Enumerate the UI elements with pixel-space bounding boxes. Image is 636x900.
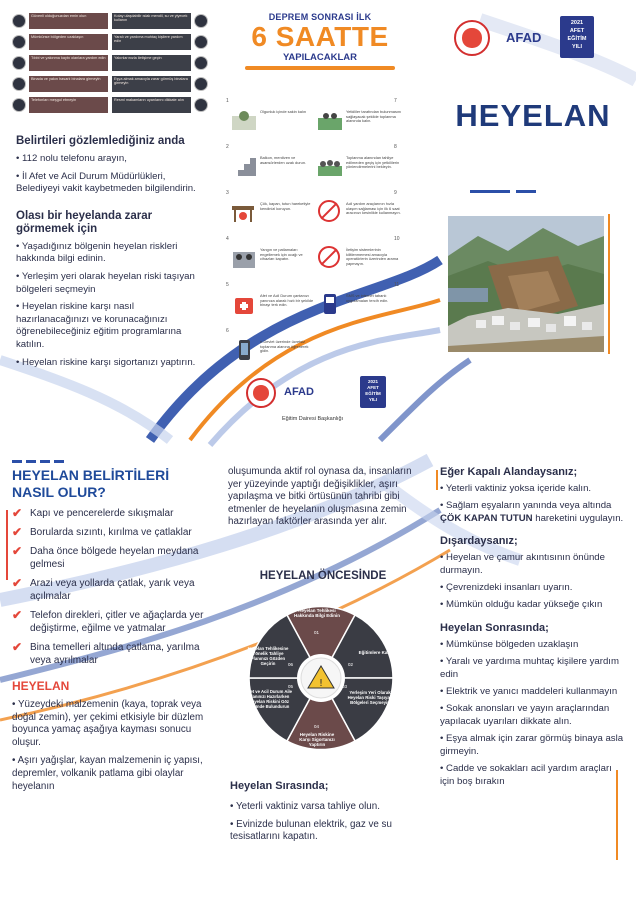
edu-line: YILI <box>368 397 378 402</box>
step-item <box>312 238 402 278</box>
step-text: SMS ve internet tabanlı uygulamaları tercih edin. <box>346 293 389 303</box>
bullet-text: hareketini uygulayın. <box>532 512 624 524</box>
grid-item: Tıbbi ve yakınma kaybı olanlara yardım edin <box>29 55 108 71</box>
bullet: • Çevrenizdeki insanları uyarın. <box>440 582 624 594</box>
bullet: • Heyelan ve çamur akıntısının önünde durmayın. <box>440 552 624 577</box>
checkmark-icon: ✔ <box>12 525 23 539</box>
bullet: • Elektrik ve yanıcı maddeleri kullanmayın <box>440 686 624 698</box>
bullet-text: Sağlam eşyaların yanında veya altında <box>446 500 612 512</box>
bullet: • Yaralı ve yardıma muhtaç kişilere yardım edin <box>440 656 624 681</box>
crowd-icon <box>316 154 344 178</box>
bullet: • Mümkünse bölgeden uzaklaşın <box>440 639 624 651</box>
edu-line: EĞİTİM <box>567 36 587 42</box>
step-item <box>226 146 316 186</box>
bullet: • Aşırı yağışlar, kayan malzemenin iç yapısı, depremler, volkanik patlama gibi olaylar heyelanın <box>12 755 212 793</box>
six-hours-header <box>222 12 418 70</box>
bullet: • Sokak anonsları ve yayın araçlarından yapılacak uyarıları dikkate alın. <box>440 703 624 728</box>
section-heading: Dışardaysanız; <box>440 535 518 548</box>
walk-away-icon <box>12 35 26 49</box>
decorative-line <box>436 470 438 490</box>
bullet: • 112 nolu telefonu arayın, <box>16 153 206 166</box>
brochure-title: HEYELAN <box>455 98 611 133</box>
education-year-logo <box>360 376 386 408</box>
grid-item: Telefonları meşgul etmeyin <box>29 97 108 113</box>
education-year-logo <box>560 16 594 58</box>
grid-item: Kolay ulaşılabilir ıslak mendil, su ve yiyecek kullanın <box>112 13 191 29</box>
no-car-icon <box>318 200 340 222</box>
bullet-emphasis: ÇÖK KAPAN TUTUN <box>440 512 533 524</box>
step-item <box>312 146 402 186</box>
wheel-number: 04 <box>314 724 320 729</box>
step-number: 9 <box>394 190 397 196</box>
step-number: 10 <box>394 236 400 242</box>
section-heading: Belirtileri gözlemlediğiniz anda <box>16 135 185 147</box>
step-number: 5 <box>226 282 229 288</box>
checkmark-icon: ✔ <box>12 640 23 654</box>
decorative-dash <box>470 190 510 193</box>
check-text: Arazi veya yollarda çatlak, yarık veya açılmalar <box>30 578 195 602</box>
check-item <box>12 641 212 667</box>
continuation-paragraph: oluşumunda aktif rol oynasa da, insanların yer yüzeyinde yaptığı değişiklikler, aşırı yapılaşma ve bitki örtüsünün tahribi gibi etmenler de heyelanın oluşmasına zemin hazırlayan faktörler arasında yer alır. <box>228 466 412 528</box>
step-text: İletişim sistemlerinin kilitlenmemesi amacıyla operatörlerin üzerinden arama yapmayın. <box>346 247 399 266</box>
mobile-phone-icon <box>230 338 258 362</box>
edu-line: EĞİTİM <box>365 391 381 396</box>
step-item <box>312 192 402 232</box>
step-text: e-Devlet üzerinde ücretsiz toplanma alanına öğrenerek gidin. <box>260 339 309 354</box>
phone-off-icon <box>12 98 26 112</box>
bullet: • Yeterli vaktiniz varsa tahliye olun. <box>230 801 416 814</box>
edu-line: YILI <box>571 44 583 50</box>
step-number: 1 <box>226 98 229 104</box>
decorative-dashes <box>12 460 212 463</box>
step-text: Balkon, merdiven ve asansörlerden uzak durun. <box>260 155 307 165</box>
landslide-signs-section <box>12 460 212 793</box>
header-underline <box>245 66 395 70</box>
grid-item: Yaralı ve yardıma muhtaç kişilere yardım edin <box>112 34 191 50</box>
check-item <box>12 526 212 539</box>
department-footer: Eğitim Dairesi Başkanlığı <box>282 416 344 422</box>
header-pre: DEPREM SONRASI İLK <box>268 12 372 22</box>
checkmark-icon: ✔ <box>12 608 23 622</box>
stairs-icon <box>230 154 258 178</box>
checkmark-icon: ✔ <box>12 576 23 590</box>
checkmark-icon: ✔ <box>12 544 23 558</box>
wheel-number: 05 <box>288 684 294 689</box>
check-item <box>12 507 212 520</box>
step-number: 7 <box>394 98 397 104</box>
section-heading: Heyelan Sonrasında; <box>440 621 549 634</box>
sms-icon <box>316 292 344 316</box>
observation-section <box>16 135 206 369</box>
edu-line: 2021 <box>570 20 584 26</box>
wheel-label: Heyelan Tehlikesi Hakkında Bilgi Edinin <box>294 608 341 619</box>
food-icon <box>194 14 208 28</box>
section-heading: HEYELAN <box>12 679 70 693</box>
step-item <box>226 330 316 370</box>
step-number: 6 <box>226 328 229 334</box>
wheel-label: Heyelan Riskine Karşı Sigortanızı Yaptırın <box>299 732 335 748</box>
bullet: • Evinizde bulunan elektrik, gaz ve su tesisatlarını kapatın. <box>230 819 416 844</box>
step-item <box>226 238 316 278</box>
help-icon <box>194 35 208 49</box>
check-text: Telefon direkleri, çitler ve ağaçlarda yer değiştirme, eğilme ve yatmalar <box>30 610 204 634</box>
step-item <box>226 100 316 140</box>
grid-item: Mümkünse bölgeden uzaklaşın <box>29 34 108 50</box>
decorative-line <box>616 770 618 860</box>
step-number: 11 <box>394 282 400 288</box>
grid-item: Eşya almak amacıyla zarar görmüş binalara girmeyin <box>112 76 191 92</box>
section-title: HEYELAN BELİRTİLERİ NASIL OLUR? <box>12 467 170 500</box>
step-text: Acil yardım araçlarının hızla ulaşım sağlaması için ilk 6 saat aracınızı kesinlikle kullanmayın. <box>346 201 401 216</box>
no-call-icon <box>318 246 340 268</box>
calm-icon <box>230 108 258 132</box>
edu-line: 2021 <box>367 379 378 384</box>
bullet: • Heyelan riskine karşı sigortanızı yaptırın. <box>16 357 206 370</box>
wheel-label: Eğitimlere Katılın <box>358 650 396 655</box>
safety-icon <box>12 14 26 28</box>
during-landslide-list <box>230 796 416 844</box>
grid-item: Binada ve yakın hasarlı binalara girmeyin <box>29 76 108 92</box>
wheel-label: Yerleşim Yeri Olarak Heyelan Riski Taşıyan Bölgeleri Seçmeyin <box>347 690 393 705</box>
megaphone-icon <box>194 98 208 112</box>
decorative-line <box>6 510 8 580</box>
check-text: Kapı ve pencerelerde sıkışmalar <box>30 508 174 519</box>
bullet: • Yerleşim yeri olarak heyelan riski taşıyan bölgeleri seçmeyin <box>16 271 206 296</box>
wheel-number: 03 <box>342 684 348 689</box>
emergency-bag-icon <box>230 292 258 316</box>
bullet: • Cadde ve sokakları acil yardım araçları için boş bırakın <box>440 763 624 788</box>
bullet: • Yeterli vaktiniz yoksa içeride kalın. <box>440 483 624 495</box>
check-item <box>12 577 212 603</box>
wheel-number: 01 <box>314 630 320 635</box>
grid-item: Yakınlarınızla iletişime geçin <box>112 55 191 71</box>
wheel-label: Afet ve Acil Durum Aile Planınızı Hazırlarken Heyelan Riskini Göz Önünde Bulundurun <box>246 689 292 709</box>
ministry-seal-logo <box>246 378 276 408</box>
step-number: 2 <box>226 144 229 150</box>
wheel-number: 02 <box>348 662 354 667</box>
step-number: 8 <box>394 144 397 150</box>
step-text: Afet ve Acil Durum çantanızı yanınıza alarak hızlı bir şekilde binayı terk edin. <box>260 293 314 308</box>
edu-line: AFET <box>569 28 585 34</box>
step-text: Yetkililer tarafından bulunmasını sağlayacak şekilde toplanma alanında kalın. <box>346 109 402 124</box>
step-item <box>312 100 402 140</box>
afad-logo: AFAD <box>506 30 542 45</box>
bullet: • İl Afet ve Acil Durum Müdürlükleri, Belediyeyi vakit kaybetmeden bilgilendirin. <box>16 171 206 196</box>
bullet <box>440 500 624 525</box>
bullet: • Heyelan riskine karşı nasıl hazırlanacağınızı ve korunacağınızı öğrenebileceğiniz eğitim programlarına katılın. <box>16 301 206 351</box>
step-item <box>226 192 316 232</box>
step-text: Olgunluk içinde sakin kalın <box>260 109 307 114</box>
check-text: Daha önce bölgede heyelan meydana gelmesi <box>30 546 199 570</box>
stove-icon <box>230 246 258 270</box>
section-heading: Olası bir heyelanda zarar görmemek için <box>16 209 153 235</box>
step-number: 4 <box>226 236 229 242</box>
section-heading: Heyelan Sırasında; <box>230 780 329 792</box>
edu-line: AFET <box>367 385 379 390</box>
grid-item: Resmi makamların uyarılarını dikkate alın <box>112 97 191 113</box>
building-icon <box>12 77 26 91</box>
bullet: • Yaşadığınız bölgenin heyelan riskleri hakkında bilgi edinin. <box>16 241 206 266</box>
decorative-line <box>608 214 610 354</box>
check-item <box>12 609 212 635</box>
afad-logo: AFAD <box>284 386 314 398</box>
check-item <box>12 545 212 571</box>
svg-text:!: ! <box>318 678 324 689</box>
wheel-number: 06 <box>288 662 294 667</box>
phone-icon <box>194 56 208 70</box>
step-text: Toplanma alanından tahliye edilmeden geçiş için yetkililerin yönlendirmelerini bekleyin. <box>346 155 400 170</box>
check-text: Bina temelleri altında çatlama, yarılma veya ayrılmalar <box>30 642 200 666</box>
ministry-seal-logo <box>454 20 490 56</box>
bullet: • Eşya almak için zarar görmüş binaya asla girmeyin. <box>440 733 624 758</box>
header-post: YAPILACAKLAR <box>282 52 358 63</box>
bullet: • Mümkün olduğu kadar yükseğe çıkın <box>440 599 624 611</box>
box-icon <box>194 77 208 91</box>
decorative-dash <box>516 190 536 193</box>
step-text: Yangın ve patlamaları engellemek için ocağı ve cihazları kapatın. <box>260 247 303 262</box>
landslide-photo <box>448 216 604 352</box>
drop-cover-icon <box>230 200 258 224</box>
step-number: 3 <box>226 190 229 196</box>
check-text: Borularda sızıntı, kırılma ve çatlaklar <box>30 527 192 538</box>
step-item <box>226 284 316 324</box>
medical-icon <box>12 56 26 70</box>
wheel-label: Heyelan Tehlikesine Yönelik Tahliye Planınızı Gözden Geçirin <box>247 646 289 666</box>
step-item <box>312 284 402 324</box>
bullet: • Yüzeydeki malzemenin (kaya, toprak veya doğal zemin), yer çekimi etkisiyle bir düzlem boyunca yamaç aşağıya kayması sonucu oluşur. <box>12 699 212 749</box>
step-text: Çök, kapan, tutun hareketiyle kendinizi koruyun. <box>260 201 311 211</box>
header-big: 6 SAATTE <box>251 21 389 52</box>
assembly-area-icon <box>316 108 344 132</box>
grid-item: Güvenli olduğunuzdan emin olun <box>29 13 108 29</box>
wheel-title: HEYELAN ÖNCESİNDE <box>259 570 387 582</box>
section-heading: Eğer Kapalı Alandaysanız; <box>440 466 578 478</box>
actions-section <box>440 466 624 788</box>
checkmark-icon: ✔ <box>12 506 23 520</box>
six-hours-icon-grid <box>12 12 208 120</box>
